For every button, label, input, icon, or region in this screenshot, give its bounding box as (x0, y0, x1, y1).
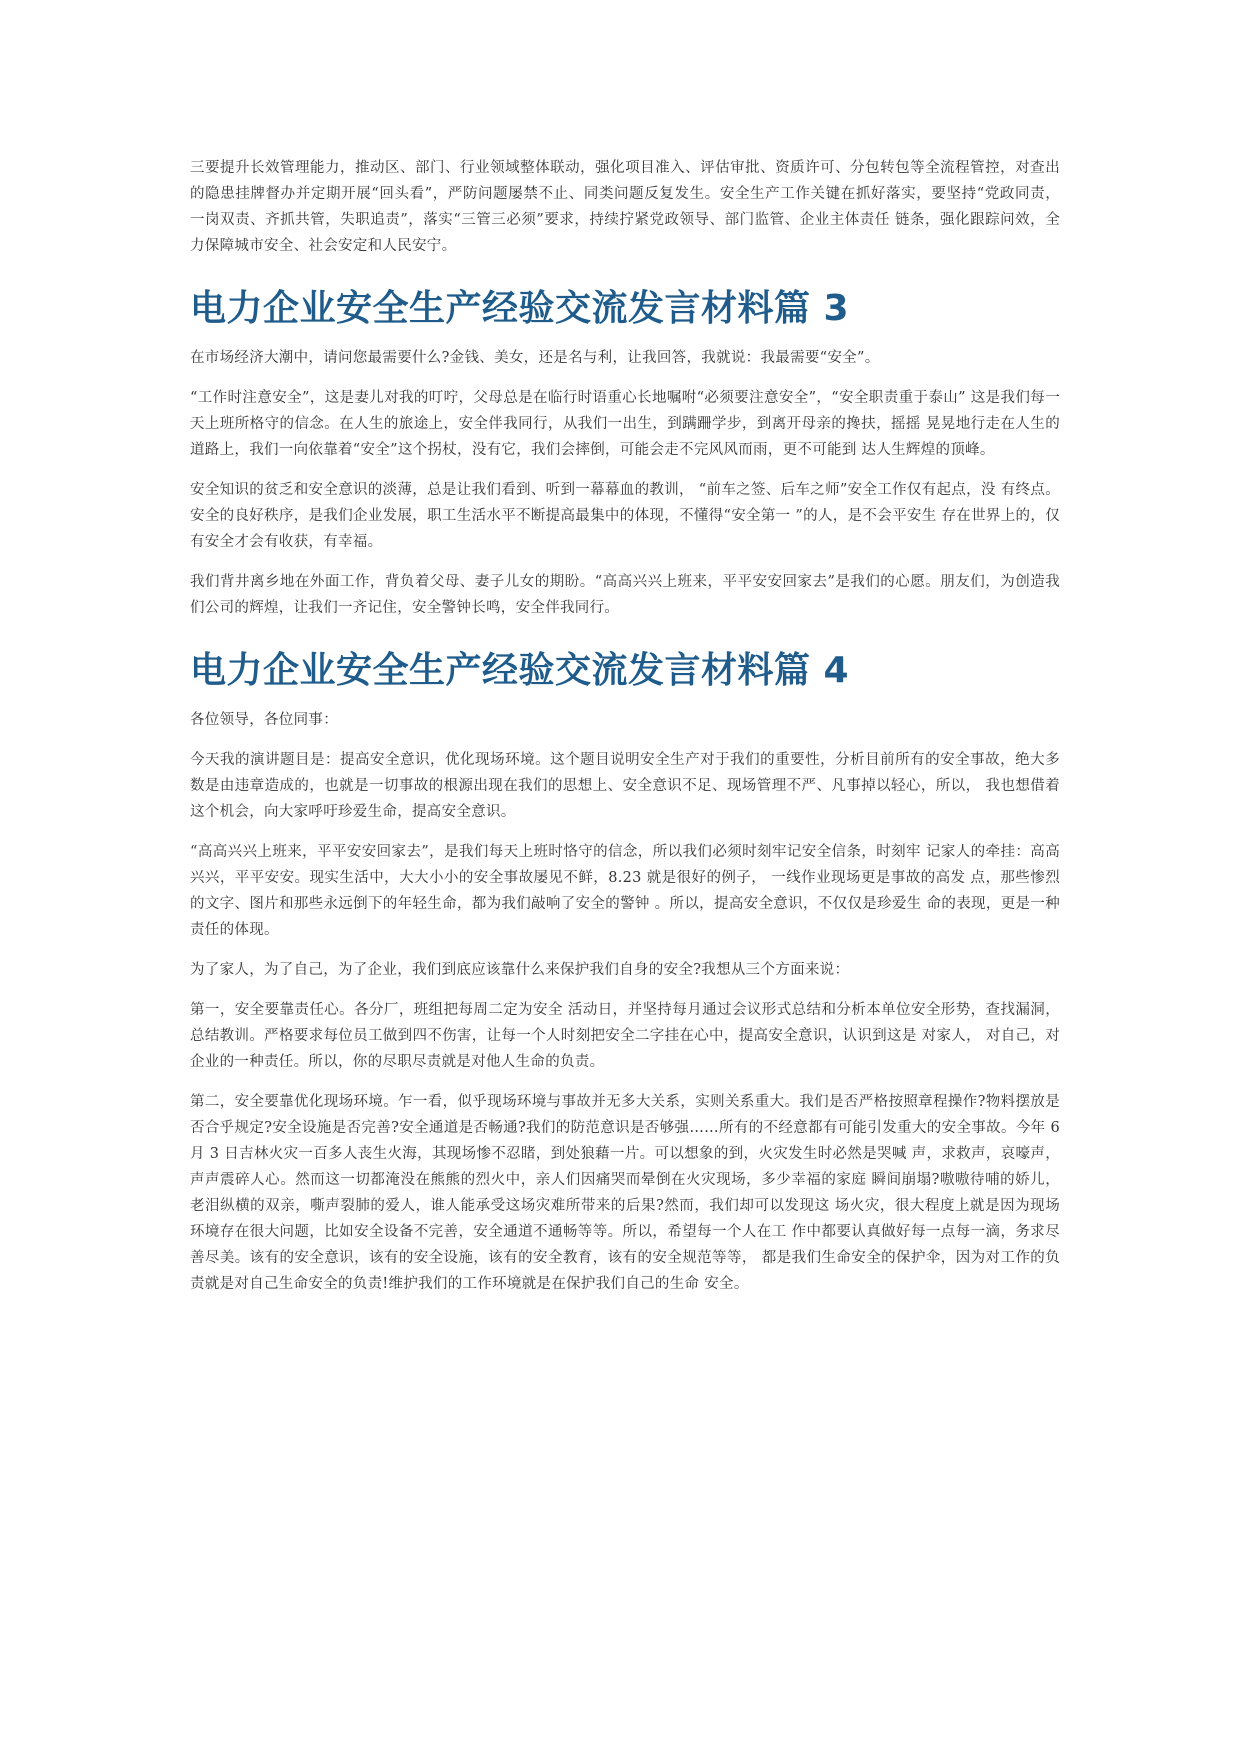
section-3-paragraph-2: “工作时注意安全”，这是妻儿对我的叮咛，父母总是在临行时语重心长地嘱咐“必须要注意安全”，“安全职责重于泰山” 这是我们每一天上班所格守的信念。在人生的旅途上，安全伴我同行，从我们一出生，到蹒跚学步，到离开母亲的搀扶，摇摇 晃晃地行走在人生的道路上，我们一向依靠着“安全”这个拐杖，没有它，我们会摔倒，可能会走不完风风而雨，更不可能到 达人生辉煌的顶峰。 (190, 390, 1060, 458)
section-3-paragraph-3: 安全知识的贫乏和安全意识的淡薄，总是让我们看到、听到一幕幕血的教训， “前车之签、后车之师”安全工作仅有起点，没 有终点。安全的良好秩序，是我们企业发展，职工生活水平不断提高最集中的体现，不懂得“安全第一 ”的人，是不会平安生 存在世界上的，仅有安全才会有收获，有幸福。 (190, 482, 1060, 550)
intro-section (190, 155, 1065, 259)
section-3-title: 电力企业安全生产经验交流发言材料篇 3 (190, 288, 850, 329)
section-3-paragraph-1: 在市场经济大潮中，请问您最需要什么?金钱、美女，还是名与利，让我回答，我就说：我最需要“安全”。 (190, 350, 880, 366)
document-page (190, 155, 1065, 1311)
section-4-paragraph-4: 为了家人，为了自己，为了企业，我们到底应该靠什么来保护我们自身的安全?我想从三个方面来说： (190, 962, 850, 978)
section-4-paragraph-2: 今天我的演讲题目是：提高安全意识，优化现场环境。这个题目说明安全生产对于我们的重要性，分析目前所有的安全事故，绝大多数是由违章造成的，也就是一切事故的根源出现在我们的思想上、安全意识不足、现场管理不严、凡事掉以轻心，所以， 我也想借着这个机会，向大家呼吁珍爱生命，提高安全意识。 (190, 752, 1060, 820)
intro-paragraph-1: 三要提升长效管理能力，推动区、部门、行业领域整体联动，强化项目准入、评估审批、资质许可、分包转包等全流程管控，对查出的隐患挂牌督办并定期开展“回头看”，严防问题屡禁不止、同类问题反复发生。安全生产工作关键在抓好落实，要坚持“党政同责， 一岗双责、齐抓共管，失职追责”，落实“三管三必须”要求，持续拧紧党政领导、部门监管、企业主体责任 链条，强化跟踪问效，全力保障城市安全、社会安定和人民安宁。 (190, 160, 1065, 254)
section-4-paragraph-3: “高高兴兴上班来，平平安安回家去”，是我们每天上班时恪守的信念，所以我们必须时刻牢记安全信条，时刻牢 记家人的牵挂：高高兴兴，平平安安。现实生活中，大大小小的安全事故屡见不鲜，8.23 就是很好的例子， 一线作业现场更是事故的高发 点，那些惨烈的文字、图片和那些永远倒下的年轻生命，都为我们敲响了安全的警钟 。所以，提高安全意识，不仅仅是珍爱生 命的表现，更是一种责任的体现。 (190, 844, 1060, 938)
section-4-paragraph-6: 第二，安全要靠优化现场环境。乍一看，似乎现场环境与事故并无多大关系，实则关系重大。我们是否严格按照章程操作?物料摆放是否合乎规定?安全设施是否完善?安全通道是否畅通?我们的防范意识是否够强……所有的不经意都有可能引发重大的安全事故。今年 6 月 3 日吉林火灾一百多人丧生火海，其现场惨不忍睹，到处狼藉一片。可以想象的到，火灾发生时必然是哭喊 声，求救声，哀嚎声，声声震碎人心。然而这一切都淹没在熊熊的烈火中，亲人们因痛哭而晕倒在火灾现场，多少幸福的家庭 瞬间崩塌?嗷嗷待哺的娇儿，老泪纵横的双亲，嘶声裂肺的爱人，谁人能承受这场灾难所带来的后果?然而，我们却可以发现这 场火灾，很大程度上就是因为现场环境存在很大问题，比如安全设备不完善，安全通道不通畅等等。所以，希望每一个人在工 作中都要认真做好每一点每一滴，务求尽善尽美。该有的安全意识，该有的安全设施，该有的安全教育，该有的安全规范等等， 都是我们生命安全的保护伞，因为对工作的负责就是对自己生命安全的负责!维护我们的工作环境就是在保护我们自己的生命 安全。 (190, 1094, 1065, 1292)
section-4 (190, 647, 1065, 1297)
section-4-paragraph-1: 各位领导，各位同事： (190, 712, 338, 728)
section-3-paragraph-4: 我们背井离乡地在外面工作，背负着父母、妻子儿女的期盼。“高高兴兴上班来，平平安安回家去”是我们的心愿。朋友们，为创造我们公司的辉煌，让我们一齐记住，安全警钟长鸣，安全伴我同行。 (190, 574, 1060, 616)
section-3 (190, 285, 1060, 621)
section-4-title: 电力企业安全生产经验交流发言材料篇 4 (190, 650, 850, 691)
section-4-paragraph-5: 第一，安全要靠责任心。各分厂，班组把每周二定为安全 活动日，并坚持每月通过会议形式总结和分析本单位安全形势，查找漏洞，总结教训。严格要求每位员工做到四不伤害，让每一个人时刻把安全二字挂在心中，提高安全意识，认识到这是 对家人， 对自己，对企业的一种责任。所以，你的尽职尽责就是对他人生命的负责。 (190, 1002, 1060, 1070)
